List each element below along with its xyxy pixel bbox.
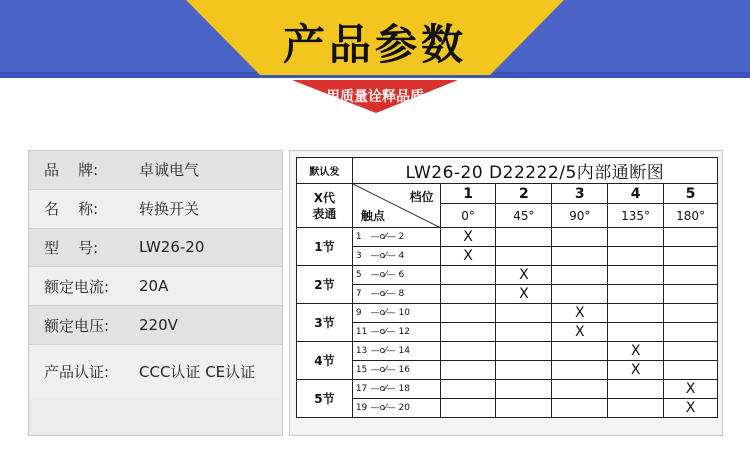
contact-state-cell (664, 266, 718, 285)
contact-switch-icon: —o⁄— (367, 384, 399, 394)
contact-label (352, 228, 440, 247)
spec-value: 20A (139, 277, 169, 296)
section-label: 5节 (297, 380, 353, 418)
contact-state-cell: X (440, 228, 496, 247)
contact-state-cell (552, 361, 608, 380)
table-row (297, 247, 718, 266)
contact-label (352, 247, 440, 266)
contact-state-cell (496, 228, 552, 247)
contact-switch-icon: —o⁄— (367, 289, 399, 299)
contact-terminal-a: 17 (355, 384, 368, 394)
page-title: 产品参数 (282, 20, 467, 69)
contact-terminal-a: 5 (355, 270, 362, 280)
table-title-row (297, 158, 718, 184)
contact-switch-icon: —o⁄— (367, 346, 399, 356)
spec-panel (28, 150, 283, 436)
contact-terminal-a: 3 (355, 251, 362, 261)
contact-state-cell (496, 399, 552, 418)
contact-state-cell: X (552, 323, 608, 342)
spec-label: 型 号: (44, 238, 99, 257)
position-axis-label: 档位 (409, 190, 434, 204)
spec-row-brand (29, 151, 282, 190)
contact-state-cell (664, 304, 718, 323)
page-subtitle: 用质量诠释品质 (326, 89, 424, 105)
contact-state-cell (496, 342, 552, 361)
contact-state-cell: X (664, 380, 718, 399)
spec-label: 产品认证: (44, 362, 110, 381)
contact-terminal-b: 12 (398, 327, 410, 337)
spec-value: 卓诚电气 (139, 161, 200, 180)
spec-label: 品 牌: (44, 161, 99, 180)
default-label: 默认发 (297, 158, 353, 184)
spec-value: LW26-20 (139, 238, 205, 257)
table-row (297, 228, 718, 247)
contact-label (352, 380, 440, 399)
contact-switch-icon: —o⁄— (367, 308, 399, 318)
contact-label (352, 304, 440, 323)
contact-state-cell (552, 380, 608, 399)
position-number: 3 (552, 184, 608, 204)
contact-state-cell (440, 361, 496, 380)
contact-state-cell: X (496, 285, 552, 304)
contact-state-cell (664, 285, 718, 304)
table-row (297, 342, 718, 361)
contact-state-cell: X (552, 304, 608, 323)
contact-label (352, 323, 440, 342)
section-label: 3节 (297, 304, 353, 342)
section-label: 2节 (297, 266, 353, 304)
position-number: 2 (496, 184, 552, 204)
spec-row-voltage (29, 306, 282, 345)
contact-state-cell (552, 266, 608, 285)
contact-label (352, 342, 440, 361)
contact-axis-label: 触点 (360, 209, 385, 223)
contact-state-cell: X (664, 399, 718, 418)
contact-state-cell: X (440, 247, 496, 266)
contact-state-cell (608, 285, 664, 304)
contact-state-cell (440, 323, 496, 342)
spec-row-cert (29, 345, 282, 398)
angle-label: 90° (552, 204, 608, 228)
table-row (297, 380, 718, 399)
contact-state-cell (608, 228, 664, 247)
contact-label (352, 399, 440, 418)
diagram-title: LW26-20 D22222/5内部通断图 (352, 158, 717, 184)
contact-state-cell (664, 323, 718, 342)
contact-terminal-a: 7 (355, 289, 362, 299)
axis-header-cell (352, 184, 440, 228)
contact-state-cell (608, 266, 664, 285)
contact-terminal-b: 6 (398, 270, 405, 280)
contact-state-cell (496, 380, 552, 399)
contact-terminal-b: 16 (398, 365, 410, 375)
contact-terminal-a: 11 (355, 327, 368, 337)
section-label: 1节 (297, 228, 353, 266)
contact-switch-icon: —o⁄— (367, 251, 399, 261)
contact-state-cell (496, 304, 552, 323)
position-number: 5 (664, 184, 718, 204)
contact-switch-icon: —o⁄— (367, 327, 399, 337)
contact-terminal-b: 10 (398, 308, 410, 318)
section-label: 4节 (297, 342, 353, 380)
x-legend (297, 184, 353, 228)
table-row (297, 399, 718, 418)
position-number: 4 (608, 184, 664, 204)
spec-row-current (29, 267, 282, 306)
contact-state-cell (608, 304, 664, 323)
angle-label: 0° (440, 204, 496, 228)
switch-table (296, 157, 718, 418)
contact-terminal-a: 9 (355, 308, 362, 318)
x-legend-line1: X代 (313, 190, 336, 205)
angle-label: 180° (664, 204, 718, 228)
contact-switch-icon: —o⁄— (367, 270, 399, 280)
contact-terminal-a: 19 (355, 403, 368, 413)
contact-state-cell (552, 342, 608, 361)
spec-label: 额定电压: (44, 316, 110, 335)
contact-state-cell (608, 380, 664, 399)
x-legend-line2: 表通 (312, 206, 337, 221)
table-row (297, 285, 718, 304)
contact-terminal-b: 14 (398, 346, 410, 356)
spec-row-name (29, 190, 282, 229)
contact-label (352, 266, 440, 285)
spec-value: 220V (139, 316, 178, 335)
contact-state-cell (440, 266, 496, 285)
contact-state-cell (552, 247, 608, 266)
contact-label (352, 361, 440, 380)
spec-row-model (29, 229, 282, 268)
contact-terminal-b: 18 (398, 384, 410, 394)
angle-label: 45° (496, 204, 552, 228)
contact-state-cell (664, 247, 718, 266)
angle-label: 135° (608, 204, 664, 228)
spec-label: 名 称: (44, 200, 99, 219)
contact-state-cell (552, 399, 608, 418)
position-row (297, 184, 718, 204)
spec-value: CCC认证 CE认证 (139, 362, 256, 381)
contact-state-cell (608, 323, 664, 342)
contact-switch-icon: —o⁄— (367, 365, 399, 375)
contact-state-cell (664, 342, 718, 361)
contact-state-cell (608, 399, 664, 418)
contact-label (352, 285, 440, 304)
contact-terminal-b: 2 (398, 232, 405, 242)
contact-state-cell (440, 380, 496, 399)
table-row (297, 323, 718, 342)
table-row (297, 361, 718, 380)
contact-state-cell (496, 361, 552, 380)
contact-state-cell (552, 228, 608, 247)
switch-diagram-panel (289, 150, 723, 436)
contact-state-cell (440, 304, 496, 323)
contact-rows (297, 228, 718, 418)
contact-state-cell (496, 323, 552, 342)
contact-state-cell (664, 361, 718, 380)
contact-state-cell (608, 247, 664, 266)
contact-state-cell (496, 247, 552, 266)
spec-label: 额定电流: (44, 277, 110, 296)
contact-switch-icon: —o⁄— (367, 403, 399, 413)
contact-terminal-a: 1 (355, 232, 362, 242)
contact-terminal-a: 15 (355, 365, 368, 375)
spec-value: 转换开关 (139, 200, 200, 219)
contact-terminal-b: 20 (398, 403, 410, 413)
table-row (297, 266, 718, 285)
contact-state-cell (440, 342, 496, 361)
contact-state-cell (440, 399, 496, 418)
contact-terminal-b: 4 (398, 251, 405, 261)
contact-switch-icon: —o⁄— (367, 232, 399, 242)
contact-state-cell: X (608, 361, 664, 380)
contact-state-cell (664, 228, 718, 247)
contact-state-cell: X (608, 342, 664, 361)
contact-state-cell (440, 285, 496, 304)
contact-state-cell (552, 285, 608, 304)
position-number: 1 (440, 184, 496, 204)
table-row (297, 304, 718, 323)
contact-terminal-b: 8 (398, 289, 405, 299)
contact-state-cell: X (496, 266, 552, 285)
contact-terminal-a: 13 (355, 346, 368, 356)
